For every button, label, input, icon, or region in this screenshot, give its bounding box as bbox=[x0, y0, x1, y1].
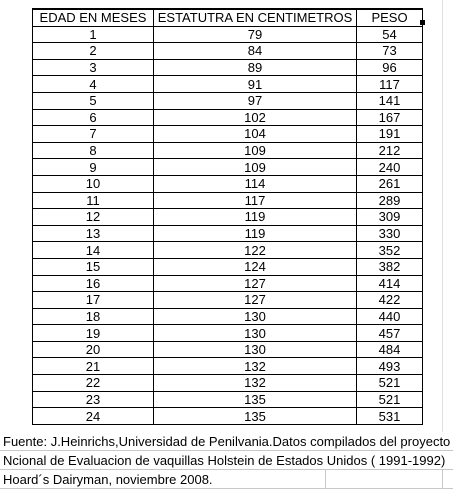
cell-estatura[interactable]: 132 bbox=[154, 375, 357, 392]
cell-edad[interactable]: 22 bbox=[33, 375, 154, 392]
footer-line bbox=[0, 451, 453, 470]
cell-edad[interactable]: 15 bbox=[33, 258, 154, 275]
table-row bbox=[33, 325, 423, 342]
cell-estatura[interactable]: 109 bbox=[154, 159, 357, 176]
cell-edad[interactable]: 8 bbox=[33, 142, 154, 159]
cell-estatura[interactable]: 132 bbox=[154, 358, 357, 375]
table-row bbox=[33, 175, 423, 192]
footer-line bbox=[0, 470, 453, 489]
cell-estatura[interactable]: 89 bbox=[154, 59, 357, 76]
table-row bbox=[33, 258, 423, 275]
cell-peso[interactable]: 117 bbox=[357, 76, 423, 93]
cell-peso[interactable]: 73 bbox=[357, 43, 423, 60]
cell-estatura[interactable]: 130 bbox=[154, 308, 357, 325]
cell-peso[interactable]: 352 bbox=[357, 242, 423, 259]
table-row bbox=[33, 92, 423, 109]
cell-edad[interactable]: 20 bbox=[33, 341, 154, 358]
cell-peso[interactable]: 521 bbox=[357, 375, 423, 392]
cell-edad[interactable]: 16 bbox=[33, 275, 154, 292]
table-row bbox=[33, 275, 423, 292]
cell-edad[interactable]: 10 bbox=[33, 175, 154, 192]
cell-edad[interactable]: 12 bbox=[33, 209, 154, 226]
cell-divider bbox=[325, 470, 326, 488]
table-row bbox=[33, 159, 423, 176]
cell-peso[interactable]: 191 bbox=[357, 126, 423, 143]
cell-estatura[interactable]: 79 bbox=[154, 26, 357, 43]
cell-edad[interactable]: 21 bbox=[33, 358, 154, 375]
cell-edad[interactable]: 17 bbox=[33, 292, 154, 309]
cell-edad[interactable]: 14 bbox=[33, 242, 154, 259]
cell-edad[interactable]: 6 bbox=[33, 109, 154, 126]
cell-edad[interactable]: 1 bbox=[33, 26, 154, 43]
cell-edad[interactable]: 4 bbox=[33, 76, 154, 93]
cell-peso[interactable]: 167 bbox=[357, 109, 423, 126]
cell-edad[interactable]: 18 bbox=[33, 308, 154, 325]
table-row bbox=[33, 192, 423, 209]
cell-edad[interactable]: 23 bbox=[33, 391, 154, 408]
cell-estatura[interactable]: 127 bbox=[154, 292, 357, 309]
table-row bbox=[33, 408, 423, 425]
cell-edad[interactable]: 24 bbox=[33, 408, 154, 425]
table-row bbox=[33, 358, 423, 375]
cell-estatura[interactable]: 135 bbox=[154, 391, 357, 408]
cell-peso[interactable]: 440 bbox=[357, 308, 423, 325]
table-row bbox=[33, 109, 423, 126]
cell-peso[interactable]: 457 bbox=[357, 325, 423, 342]
table-row bbox=[33, 26, 423, 43]
table-row bbox=[33, 76, 423, 93]
cell-edad[interactable]: 13 bbox=[33, 225, 154, 242]
table-row bbox=[33, 292, 423, 309]
cell-peso[interactable]: 141 bbox=[357, 92, 423, 109]
cell-edad[interactable]: 2 bbox=[33, 43, 154, 60]
cell-estatura[interactable]: 119 bbox=[154, 225, 357, 242]
cell-peso[interactable]: 414 bbox=[357, 275, 423, 292]
cell-edad[interactable]: 19 bbox=[33, 325, 154, 342]
cell-estatura[interactable]: 127 bbox=[154, 275, 357, 292]
cell-peso[interactable]: 96 bbox=[357, 59, 423, 76]
table-row bbox=[33, 242, 423, 259]
table-row bbox=[33, 142, 423, 159]
cell-peso[interactable]: 484 bbox=[357, 341, 423, 358]
cell-peso[interactable]: 261 bbox=[357, 175, 423, 192]
cell-peso[interactable]: 521 bbox=[357, 391, 423, 408]
cell-estatura[interactable]: 114 bbox=[154, 175, 357, 192]
footer-line bbox=[0, 432, 453, 451]
cell-estatura[interactable]: 130 bbox=[154, 341, 357, 358]
cell-edad[interactable]: 5 bbox=[33, 92, 154, 109]
header-edad[interactable]: EDAD EN MESES bbox=[33, 9, 154, 26]
cell-peso[interactable]: 309 bbox=[357, 209, 423, 226]
cell-peso[interactable]: 422 bbox=[357, 292, 423, 309]
cell-peso[interactable]: 493 bbox=[357, 358, 423, 375]
cell-peso[interactable]: 240 bbox=[357, 159, 423, 176]
cell-estatura[interactable]: 130 bbox=[154, 325, 357, 342]
footer-line-1[interactable]: Fuente: J.Heinrichs,Universidad de Penilvania.Datos compilados del proyecto bbox=[3, 434, 451, 449]
table-row bbox=[33, 209, 423, 226]
cell-estatura[interactable]: 104 bbox=[154, 126, 357, 143]
cell-estatura[interactable]: 119 bbox=[154, 209, 357, 226]
cell-estatura[interactable]: 122 bbox=[154, 242, 357, 259]
cell-peso[interactable]: 531 bbox=[357, 408, 423, 425]
table-row bbox=[33, 59, 423, 76]
cell-estatura[interactable]: 117 bbox=[154, 192, 357, 209]
cell-divider bbox=[442, 470, 443, 488]
fill-handle[interactable] bbox=[420, 20, 425, 25]
cell-peso[interactable]: 289 bbox=[357, 192, 423, 209]
cell-edad[interactable]: 3 bbox=[33, 59, 154, 76]
cell-peso[interactable]: 330 bbox=[357, 225, 423, 242]
table-row bbox=[33, 225, 423, 242]
data-table bbox=[32, 8, 423, 425]
source-note bbox=[0, 432, 453, 489]
table-row bbox=[33, 43, 423, 60]
table-row bbox=[33, 308, 423, 325]
table-row bbox=[33, 375, 423, 392]
cell-estatura[interactable]: 109 bbox=[154, 142, 357, 159]
grid-line bbox=[442, 0, 443, 432]
table-row bbox=[33, 341, 423, 358]
cell-edad[interactable]: 7 bbox=[33, 126, 154, 143]
header-estatura[interactable]: ESTATUTRA EN CENTIMETROS bbox=[154, 9, 357, 26]
cell-edad[interactable]: 11 bbox=[33, 192, 154, 209]
footer-line-2[interactable]: Ncional de Evaluacion de vaquillas Holstein de Estados Unidos ( 1991-1992) bbox=[3, 453, 446, 468]
table-row bbox=[33, 391, 423, 408]
header-row bbox=[33, 9, 423, 26]
table-row bbox=[33, 126, 423, 143]
cell-peso[interactable]: 212 bbox=[357, 142, 423, 159]
cell-estatura[interactable]: 124 bbox=[154, 258, 357, 275]
header-peso[interactable]: PESO bbox=[357, 9, 423, 26]
cell-estatura[interactable]: 97 bbox=[154, 92, 357, 109]
cell-edad[interactable]: 9 bbox=[33, 159, 154, 176]
cell-peso[interactable]: 382 bbox=[357, 258, 423, 275]
cell-estatura[interactable]: 135 bbox=[154, 408, 357, 425]
footer-line-3[interactable]: Hoard´s Dairyman, noviembre 2008. bbox=[3, 472, 213, 487]
cell-estatura[interactable]: 84 bbox=[154, 43, 357, 60]
cell-peso[interactable]: 54 bbox=[357, 26, 423, 43]
cell-estatura[interactable]: 102 bbox=[154, 109, 357, 126]
cell-estatura[interactable]: 91 bbox=[154, 76, 357, 93]
